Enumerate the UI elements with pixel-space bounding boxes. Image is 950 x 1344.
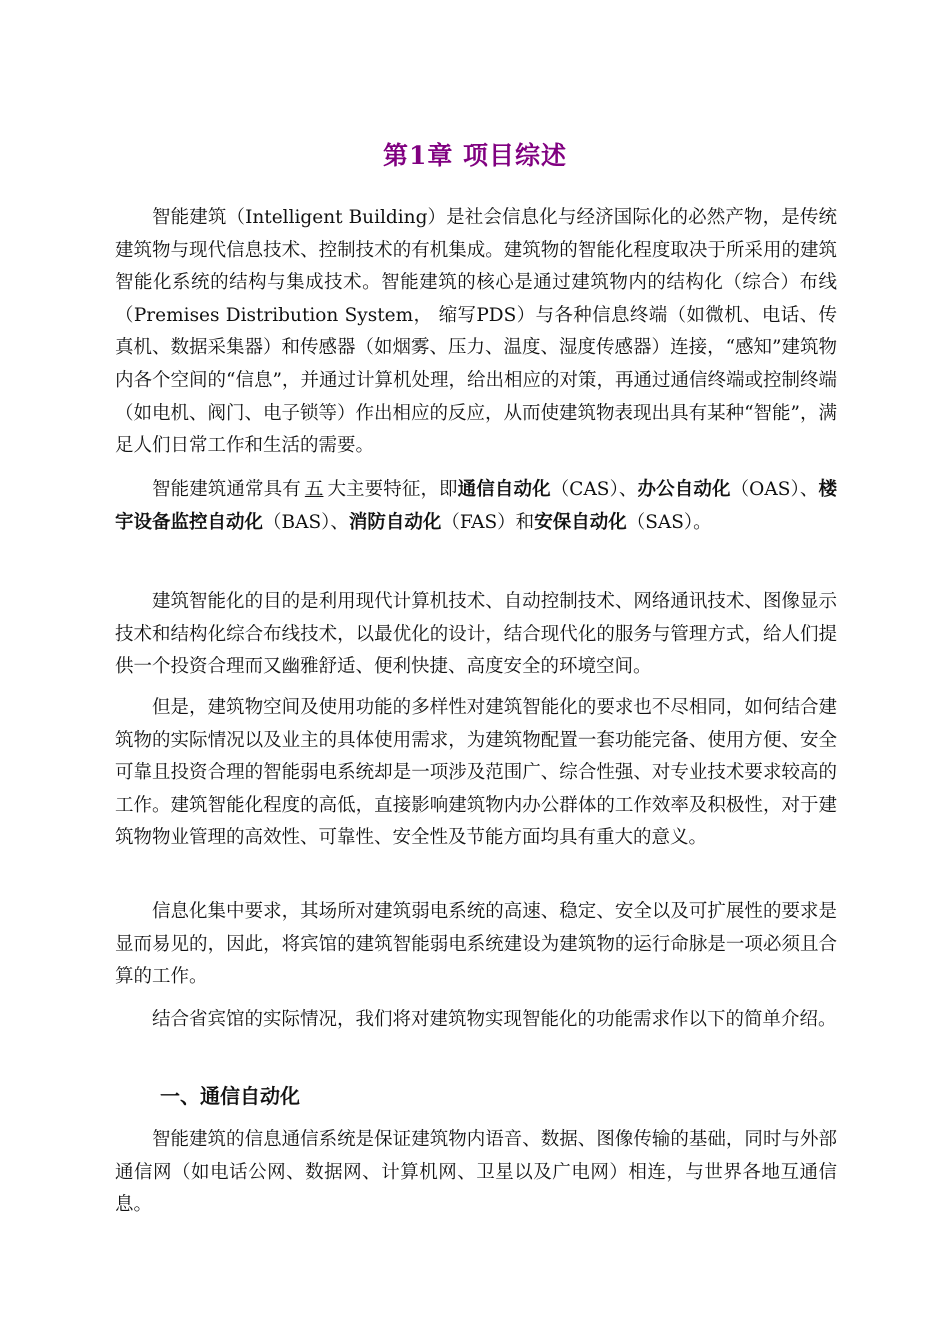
features-intro: 智能建筑通常具有 <box>152 479 301 500</box>
feature-bas: 楼宇设备监控自动化 <box>115 479 837 533</box>
feature-fas: 消防自动化 <box>348 511 442 533</box>
feature-sas-abbr: （SAS）。 <box>626 511 712 533</box>
paragraph-diversity: 但是，建筑物空间及使用功能的多样性对建筑智能化的要求也不尽相同，如何结合建筑物的实际情况以及业主的具体使用需求，为建筑物配置一套功能完备、使用方便、安全可靠且投资合理的智能弱电系统却是一项涉及范围广、综合性强、对专业技术要求较高的工作。建筑智能化程度的高低，直接影响建筑物内办公群体的工作效率及积极性，对于建筑物物业管理的高效性、可靠性、安全性及节能方面均具有重大的意义。 <box>115 697 837 849</box>
section-heading-communication: 一、通信自动化 <box>160 1084 300 1108</box>
paragraph-hotel: 结合省宾馆的实际情况，我们将对建筑物实现智能化的功能需求作以下的简单介绍。 <box>152 1009 837 1030</box>
feature-oas: 办公自动化 <box>637 479 731 500</box>
paragraph-intro: 智能建筑（Intelligent Building）是社会信息化与经济国际化的必然产物，是传统建筑物与现代信息技术、控制技术的有机集成。建筑物的智能化程度取决于所采用的建筑智能化系统的结构与集成技术。智能建筑的核心是通过建筑物内的结构化（综合）布线（Premises Distribution System， 缩写PDS）与各种信息终端（如微机、电话、传真机、数据采集器）和传感器（如烟雾、压力、温度、湿度传感器）连接，“感知”建筑物内各个空间的“信息”，并通过计算机处理，给出相应的对策，再通过通信终端或控制终端（如电机、阀门、电子锁等）作出相应的反应，从而使建筑物表现出具有某种“智能”，满足人们日常工作和生活的需要。 <box>115 207 837 457</box>
feature-fas-abbr: （FAS）和 <box>441 511 535 533</box>
feature-bas-abbr: （BAS）、 <box>263 511 349 533</box>
feature-cas: 通信自动化 <box>457 479 551 500</box>
features-count: 五 <box>304 479 324 500</box>
features-after-count: 大主要特征，即 <box>327 479 458 500</box>
paragraph-communication: 智能建筑的信息通信系统是保证建筑物内语音、数据、图像传输的基础，同时与外部通信网（如电话公网、数据网、计算机网、卫星以及广电网）相连，与世界各地互通信息。 <box>115 1129 837 1216</box>
paragraph-purpose: 建筑智能化的目的是利用现代计算机技术、自动控制技术、网络通讯技术、图像显示技术和结构化综合布线技术，以最优化的设计，结合现代化的服务与管理方式，给人们提供一个投资合理而又幽雅舒适、便利快捷、高度安全的环境空间。 <box>115 591 837 678</box>
feature-oas-abbr: （OAS）、 <box>730 479 819 500</box>
chapter-title: 第1章 项目综述 <box>382 141 568 170</box>
paragraph-requirements: 信息化集中要求，其场所对建筑弱电系统的高速、稳定、安全以及可扩展性的要求是显而易见的，因此，将宾馆的建筑智能弱电系统建设为建筑物的运行命脉是一项必须且合算的工作。 <box>115 901 837 988</box>
feature-cas-abbr: （CAS）、 <box>550 479 638 500</box>
feature-sas: 安保自动化 <box>534 511 627 533</box>
paragraph-features <box>115 474 837 539</box>
